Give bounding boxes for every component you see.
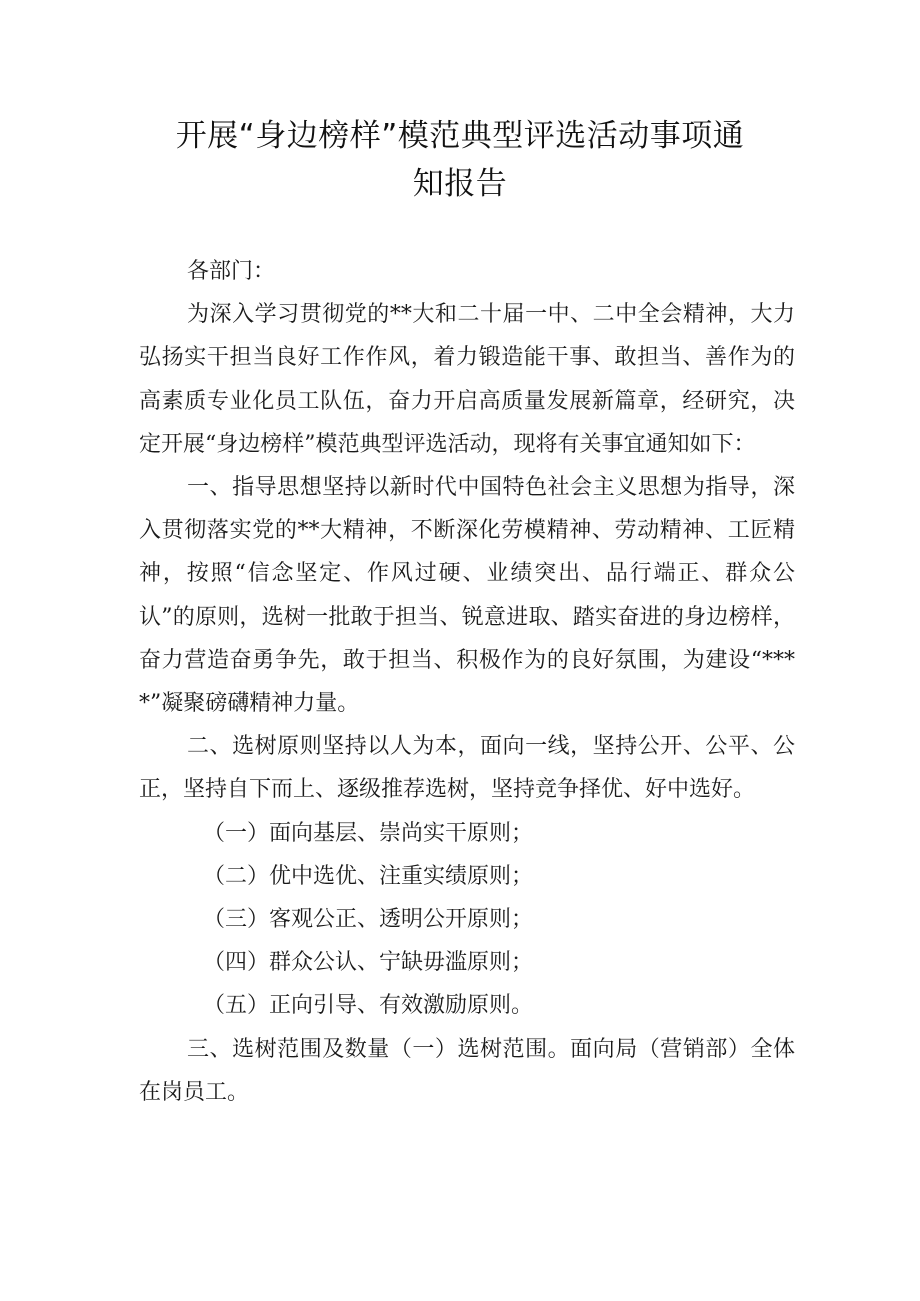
principle-item-5: （五）正向引导、有效激励原则。 [203, 993, 534, 1019]
principle-item-1: （一）面向基层、崇尚实干原则； [203, 820, 534, 846]
intro-paragraph: 为深入学习贯彻党的**大和二十届一中、二中全会精神，大力弘扬实干担当良好工作作风，着力锻造能干事、敢担当、善作为的高素质专业化员工队伍，奋力开启高质量发展新篇章，经研究，决定开展“身边榜样”模范典型评选活动，现将有关事宜通知如下： [139, 302, 795, 457]
section-2-paragraph: 二、选树原则坚持以人为本，面向一线，坚持公开、公平、公正，坚持自下而上、逐级推荐选树，坚持竞争择优、好中选好。 [139, 734, 795, 803]
principle-item-2: （二）优中选优、注重实绩原则； [203, 863, 534, 889]
salutation: 各部门： [187, 259, 276, 284]
document-title [120, 112, 800, 208]
title-line-2: 知报告 [412, 166, 508, 202]
section-1-paragraph: 一、指导思想坚持以新时代中国特色社会主义思想为指导，深入贯彻落实党的**大精神，不断深化劳模精神、劳动精神、工匠精神，按照“信念坚定、作风过硬、业绩突出、品行端正、群众公认”的原则，选树一批敢于担当、锐意进取、踏实奋进的身边榜样，奋力营造奋勇争先，敢于担当、积极作为的良好氛围，为建设“****”凝聚磅礴精神力量。 [139, 475, 795, 717]
section-3-paragraph: 三、选树范围及数量（一）选树范围。面向局（营销部）全体在岗员工。 [139, 1036, 795, 1105]
document-body [139, 250, 795, 1114]
title-line-1: 开展“身边榜样”模范典型评选活动事项通 [175, 118, 745, 154]
principle-item-3: （三）客观公正、透明公开原则； [203, 907, 534, 933]
principle-item-4: （四）群众公认、宁缺毋滥原则； [203, 950, 534, 976]
